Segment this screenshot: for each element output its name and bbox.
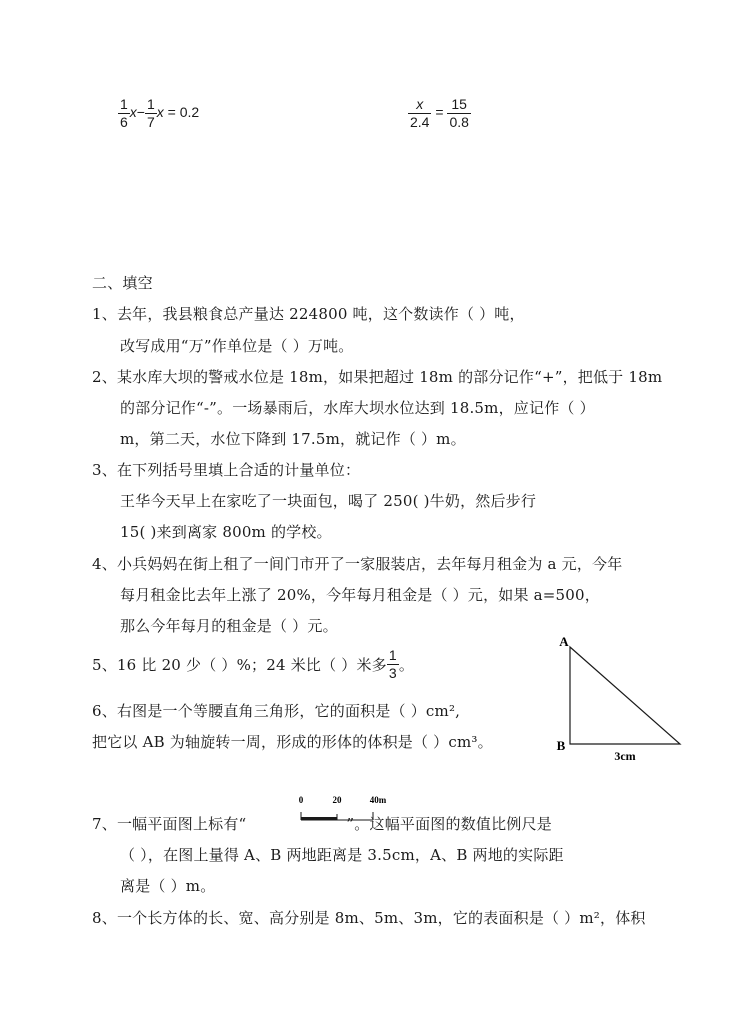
equation-1: $\frac{1}{6}$ x− $\frac{1}{7}$ x = 0.2	[120, 96, 200, 130]
question-3-line-3: 15( )来到离家 800m 的学校。	[120, 523, 332, 541]
question-6-line-2: 把它以 AB 为轴旋转一周，形成的形体的体积是（ ）cm³。	[92, 733, 493, 751]
question-3-line-2: 王华今天早上在家吃了一块面包，喝了 250( )牛奶，然后步行	[120, 492, 537, 510]
vertex-label-a: A	[559, 634, 569, 649]
scale-tick-40m: 40m	[369, 795, 387, 805]
question-4-line-1: 4、小兵妈妈在街上租了一间门市开了一家服装店，去年每月租金为 a 元，今年	[92, 555, 623, 573]
vertex-label-b: B	[556, 738, 566, 753]
fraction: $\frac{15}{0.8}$	[449, 96, 469, 130]
question-7-line-3: 离是（ ）m。	[120, 877, 216, 895]
question-7-line-1: 7、一幅平面图上标有“ ”。这幅平面图的数值比例尺是	[92, 815, 552, 833]
scale-tick-20: 20	[332, 795, 342, 805]
question-6-line-1: 6、右图是一个等腰直角三角形，它的面积是（ ）cm²,	[92, 702, 461, 720]
isosceles-right-triangle	[570, 647, 680, 744]
question-5: 5、16 比 20 少（ ）%；24 米比（ ）米多 $\frac{1}{3}$ 。	[92, 647, 415, 681]
question-8-line-1: 8、一个长方体的长、宽、高分别是 8m、5m、3m，它的表面积是（ ）m²，体积	[92, 909, 646, 927]
question-3-line-1: 3、在下列括号里填上合适的计量单位：	[92, 461, 361, 479]
fraction: $\frac{1}{7}$	[146, 96, 155, 130]
fraction-one-third: $\frac{1}{3}$	[388, 647, 397, 681]
question-2-line-2: 的部分记作“-”。一场暴雨后，水库大坝水位达到 18.5m，应记作（ ）	[120, 399, 595, 417]
scale-bar-filled-segment	[301, 817, 337, 820]
fraction: $\frac{x}{2.4}$	[410, 96, 430, 130]
question-2-line-1: 2、某水库大坝的警戒水位是 18m，如果把超过 18m 的部分记作“+”，把低于 18m	[92, 368, 663, 386]
scale-tick-0: 0	[298, 795, 304, 805]
triangle-figure	[548, 632, 688, 764]
base-length-label: 3cm	[614, 749, 636, 763]
question-1-line-2: 改写成用“万”作单位是（ ）万吨。	[120, 337, 354, 355]
fraction: $\frac{1}{6}$	[120, 96, 128, 130]
question-2-line-3: m，第二天，水位下降到 17.5m，就记作（ ）m。	[120, 430, 466, 448]
scale-bar	[292, 792, 396, 826]
equation-2: $\frac{x}{2.4}$ = $\frac{15}{0.8}$	[410, 96, 469, 130]
question-7-line-2: （ ），在图上量得 A、B 两地距离是 3.5cm，A、B 两地的实际距	[120, 846, 564, 864]
question-4-line-2: 每月租金比去年上涨了 20%，今年每月租金是（ ）元，如果 a=500，	[120, 586, 600, 604]
section-title: 二、填空	[92, 274, 153, 292]
question-4-line-3: 那么今年每月的租金是（ ）元。	[120, 617, 338, 635]
question-1-line-1: 1、去年，我县粮食总产量达 224800 吨，这个数读作（ ）吨，	[92, 305, 525, 323]
